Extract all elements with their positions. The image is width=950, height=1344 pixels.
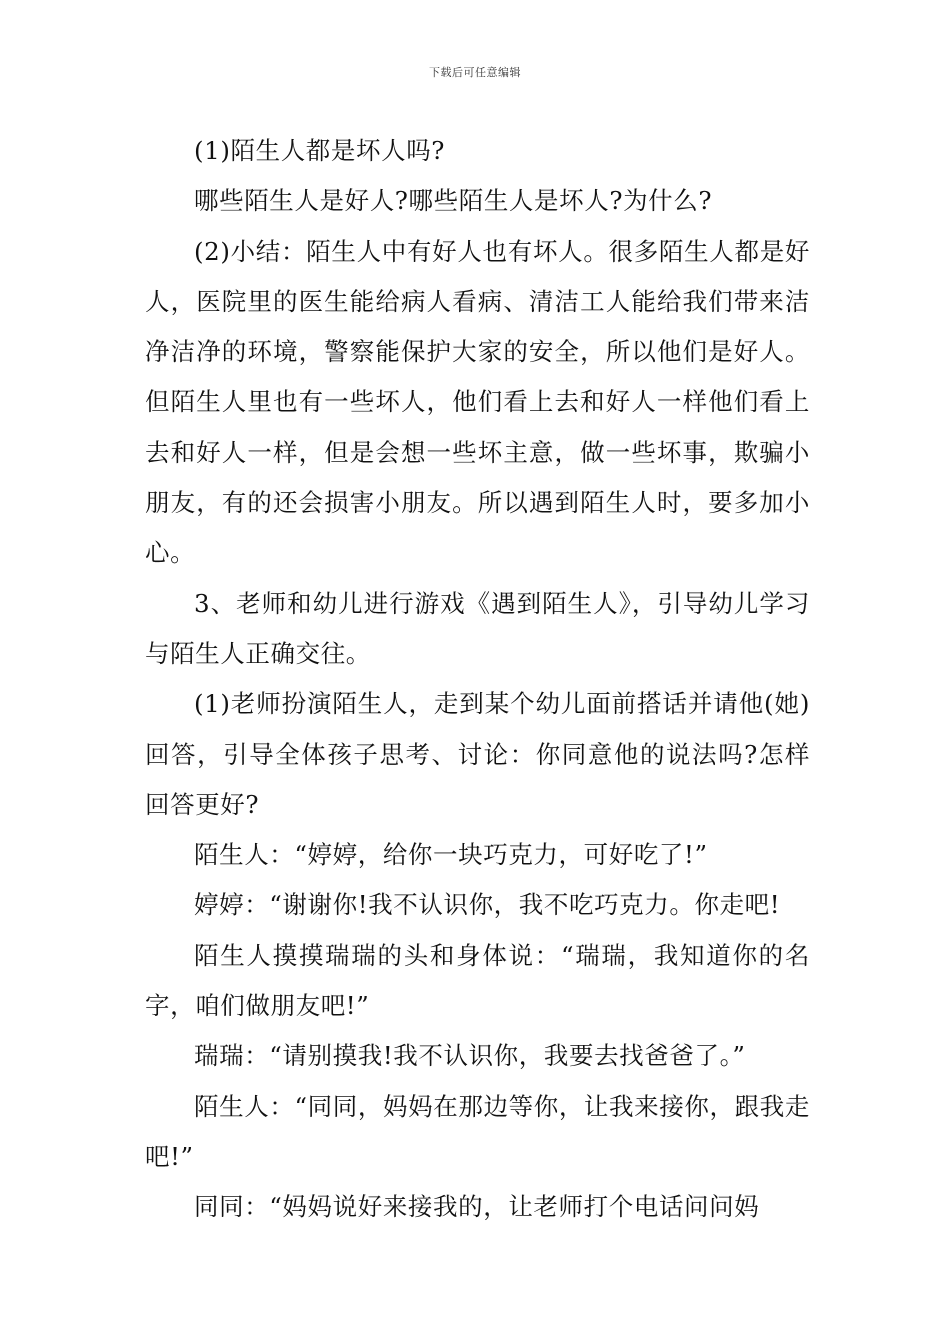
- paragraph-question-1: (1)陌生人都是坏人吗?: [194, 136, 446, 165]
- paragraph-dialogue-stranger-2: 陌生人摸摸瑞瑞的头和身体说：“瑞瑞，我知道你的名字，咱们做朋友吧!”: [145, 940, 810, 1021]
- paragraph-dialogue-tingting: 婷婷：“谢谢你!我不认识你，我不吃巧克力。你走吧!: [194, 890, 781, 920]
- paragraph-game-intro: 3、老师和幼儿进行游戏《遇到陌生人》，引导幼儿学习与陌生人正确交往。: [145, 588, 810, 668]
- paragraph-dialogue-stranger-3: 陌生人：“同同，妈妈在那边等你，让我来接你，跟我走吧!”: [145, 1091, 810, 1171]
- paragraph-summary: (2)小结：陌生人中有好人也有坏人。很多陌生人都是好人，医院里的医生能给病人看病、清洁工人能给我们带来洁净洁净的环境，警察能保护大家的安全，所以他们是好人。但陌生人里也有一些坏人，他们看上去和好人一样他们看上去和好人一样，但是会想一些坏主意，做一些坏事，欺骗小朋友，有的还会损害小朋友。所以遇到陌生人时，要多加小心。: [145, 236, 810, 568]
- paragraph-dialogue-tongtong: 同同：“妈妈说好来接我的，让老师打个电话问问妈: [194, 1192, 760, 1222]
- paragraph-question-2: 哪些陌生人是好人?哪些陌生人是坏人?为什么?: [194, 186, 713, 216]
- paragraph-dialogue-stranger-1: 陌生人：“婷婷，给你一块巧克力，可好吃了!”: [194, 840, 708, 870]
- page-header-note: 下载后可任意编辑: [429, 66, 521, 79]
- document-body: [145, 126, 810, 1233]
- paragraph-dialogue-ruirui: 瑞瑞：“请别摸我!我不认识你，我要去找爸爸了。”: [194, 1041, 746, 1071]
- paragraph-teacher-role: (1)老师扮演陌生人，走到某个幼儿面前搭话并请他(她)回答，引导全体孩子思考、讨论：你同意他的说法吗?怎样回答更好?: [145, 689, 810, 819]
